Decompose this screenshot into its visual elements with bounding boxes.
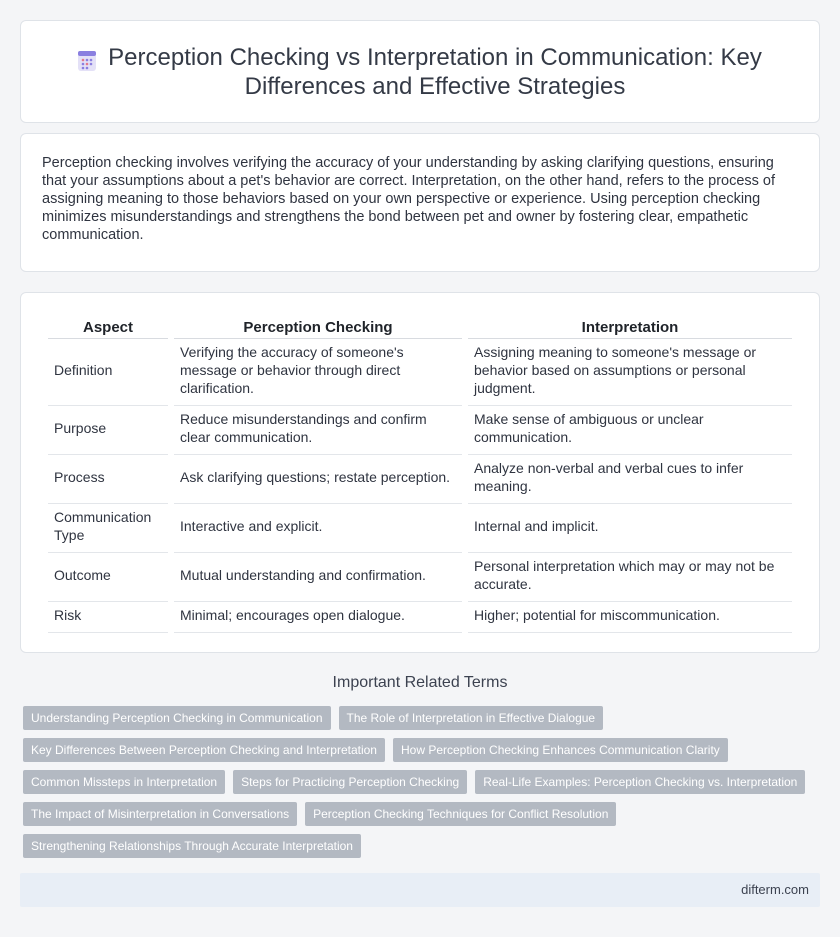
column-header-aspect: Aspect — [48, 317, 168, 339]
comparison-card — [20, 292, 820, 653]
intro-paragraph: Perception checking involves verifying the accuracy of your understanding by asking clarifying questions, ensuring that your assumptions about a pet's behavior are correct. Interpretation, on the other hand, refers to the process of assigning meaning to those behaviors based on your own perspective or experience. Using perception checking minimizes misunderstandings and strengthens the bond between pet and owner by fostering clear, empathetic communication. — [42, 155, 776, 243]
perception-cell: Interactive and explicit. — [174, 506, 462, 553]
aspect-cell: Definition — [48, 341, 168, 406]
related-term-link[interactable]: Key Differences Between Perception Checking and Interpretation — [23, 738, 385, 762]
header-card — [20, 20, 820, 123]
table-row — [48, 457, 792, 504]
interpretation-cell: Analyze non-verbal and verbal cues to infer meaning. — [468, 457, 792, 504]
related-terms-list — [23, 706, 813, 858]
aspect-cell: Process — [48, 457, 168, 504]
related-term-link[interactable]: Real-Life Examples: Perception Checking vs. Interpretation — [475, 770, 805, 794]
interpretation-cell: Higher; potential for miscommunication. — [468, 604, 792, 633]
interpretation-cell: Assigning meaning to someone's message or behavior based on assumptions or personal judgment. — [468, 341, 792, 406]
table-row — [48, 506, 792, 553]
interpretation-cell: Internal and implicit. — [468, 506, 792, 553]
table-row — [48, 604, 792, 633]
column-header-perception-checking: Perception Checking — [174, 317, 462, 339]
related-term-link[interactable]: Common Missteps in Interpretation — [23, 770, 225, 794]
aspect-cell: Risk — [48, 604, 168, 633]
page-title: Perception Checking vs Interpretation in Communication: Key Differences and Effective Strategies — [108, 43, 762, 100]
aspect-cell: Purpose — [48, 408, 168, 455]
related-term-link[interactable]: Strengthening Relationships Through Accurate Interpretation — [23, 834, 361, 858]
table-row — [48, 341, 792, 406]
perception-cell: Ask clarifying questions; restate perception. — [174, 457, 462, 504]
related-term-link[interactable]: Understanding Perception Checking in Communication — [23, 706, 331, 730]
table-header-row — [48, 317, 792, 339]
table-row — [48, 408, 792, 455]
table-row — [48, 555, 792, 602]
related-term-link[interactable]: How Perception Checking Enhances Communication Clarity — [393, 738, 728, 762]
aspect-cell: Outcome — [48, 555, 168, 602]
site-name[interactable]: difterm.com — [741, 882, 809, 897]
intro-card — [20, 133, 820, 272]
related-term-link[interactable]: The Impact of Misinterpretation in Conversations — [23, 802, 297, 826]
related-terms-heading: Important Related Terms — [332, 674, 508, 691]
perception-cell: Minimal; encourages open dialogue. — [174, 604, 462, 633]
perception-cell: Verifying the accuracy of someone's message or behavior through direct clarification. — [174, 341, 462, 406]
related-term-link[interactable]: The Role of Interpretation in Effective Dialogue — [339, 706, 604, 730]
aspect-cell: Communication Type — [48, 506, 168, 553]
footer — [20, 873, 820, 907]
interpretation-cell: Personal interpretation which may or may not be accurate. — [468, 555, 792, 602]
column-header-interpretation: Interpretation — [468, 317, 792, 339]
related-term-link[interactable]: Steps for Practicing Perception Checking — [233, 770, 467, 794]
comparison-table — [42, 315, 798, 635]
interpretation-cell: Make sense of ambiguous or unclear communication. — [468, 408, 792, 455]
related-term-link[interactable]: Perception Checking Techniques for Conflict Resolution — [305, 802, 616, 826]
perception-cell: Mutual understanding and confirmation. — [174, 555, 462, 602]
perception-cell: Reduce misunderstandings and confirm clear communication. — [174, 408, 462, 455]
